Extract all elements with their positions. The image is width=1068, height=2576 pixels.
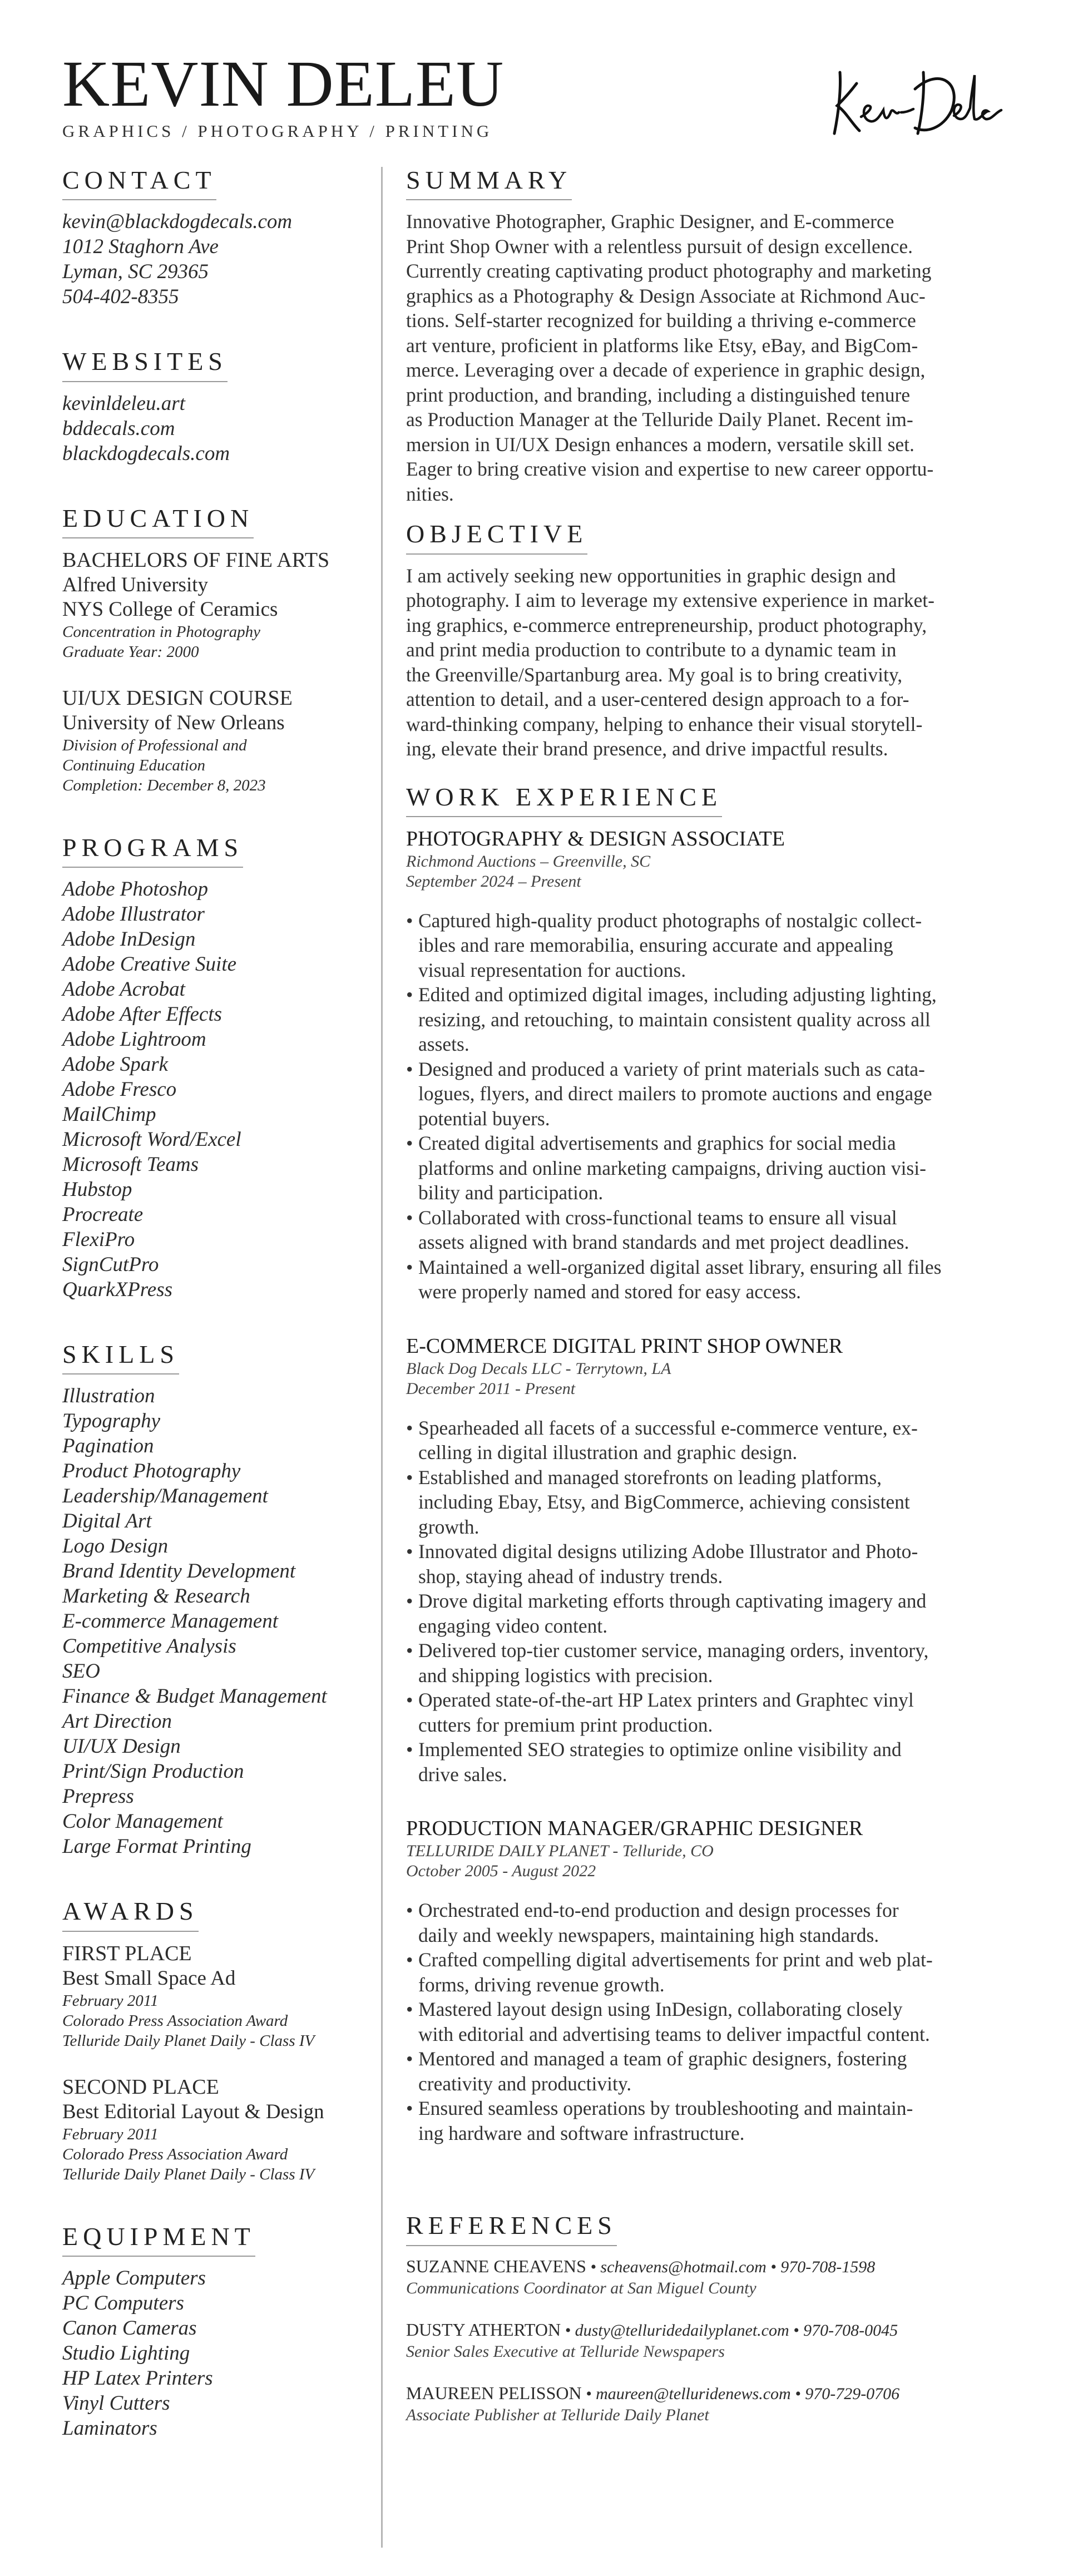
- separator-dot: •: [581, 2384, 596, 2403]
- skills-list: [62, 1383, 374, 1859]
- bullet-line: daily and weekly newspapers, maintaining high standards.: [418, 1924, 879, 1946]
- equipment-item: PC Computers: [62, 2292, 184, 2315]
- program-item: Adobe Photoshop: [62, 878, 209, 901]
- job-bullet: [406, 1255, 1007, 1304]
- skills-heading: SKILLS: [62, 1341, 179, 1374]
- program-item: Procreate: [62, 1203, 144, 1227]
- bullet-line: celling in digital illustration and graphic design.: [418, 1441, 798, 1464]
- job-bullet: [406, 1947, 1007, 1997]
- program-item: Adobe After Effects: [62, 1003, 222, 1026]
- job-bullet: [406, 2046, 1007, 2096]
- bullet-line: • Drove digital marketing efforts through captivating imagery and: [418, 1590, 927, 1613]
- program-item: FlexiPro: [62, 1228, 135, 1252]
- skill-item: Brand Identity Development: [62, 1560, 296, 1583]
- bullet-line: forms, driving revenue growth.: [418, 1973, 665, 1996]
- summary-line: tions. Self-starter recognized for building a thriving e-commerce: [406, 309, 916, 332]
- job-bullet: [406, 1205, 1007, 1255]
- summary-text: [406, 209, 1007, 506]
- job-bullet: [406, 1688, 1007, 1737]
- reference-entry: [406, 2382, 1007, 2425]
- award-name: Best Small Space Ad: [62, 1966, 236, 1990]
- summary-line: graphics as a Photography & Design Associate at Richmond Auc-: [406, 284, 926, 307]
- skill-item: Typography: [62, 1410, 161, 1433]
- job-bullet: [406, 982, 1007, 1057]
- equipment-item: Vinyl Cutters: [62, 2392, 170, 2415]
- program-item: Microsoft Word/Excel: [62, 1128, 241, 1151]
- job-bullet: [406, 1131, 1007, 1205]
- reference-email[interactable]: maureen@telluridenews.com: [596, 2384, 791, 2403]
- skill-item: Print/Sign Production: [62, 1760, 244, 1783]
- contact-section: [62, 167, 374, 309]
- job-bullet: [406, 1465, 1007, 1540]
- bullet-line: • Maintained a well-organized digital asset library, ensuring all files: [418, 1255, 942, 1278]
- skill-item: Pagination: [62, 1435, 154, 1458]
- reference-name: MAUREEN PELISSON: [406, 2382, 582, 2403]
- reference-name: SUZANNE CHEAVENS: [406, 2256, 586, 2276]
- award-org: Colorado Press Association Award: [62, 2145, 288, 2163]
- job-bullet: [406, 1737, 1007, 1787]
- email-link[interactable]: kevin@blackdogdecals.com: [62, 210, 293, 234]
- program-item: SignCutPro: [62, 1253, 159, 1277]
- reference-phone: 970-729-0706: [805, 2384, 900, 2403]
- bullet-line: • Spearheaded all facets of a successful e-commerce venture, ex-: [418, 1416, 918, 1439]
- objective-line: attention to detail, and a user-centered design approach to a for-: [406, 688, 909, 711]
- website-link[interactable]: bddecals.com: [62, 417, 175, 440]
- program-item: Adobe Fresco: [62, 1078, 177, 1101]
- bullet-line: cutters for premium print production.: [418, 1713, 713, 1736]
- bullet-line: • Implemented SEO strategies to optimize online visibility and: [418, 1738, 902, 1761]
- bullet-line: • Mastered layout design using InDesign, collaborating closely: [418, 1998, 903, 2021]
- bullet-line: • Orchestrated end-to-end production and design processes for: [418, 1899, 899, 1922]
- job-bullet: [406, 1898, 1007, 1947]
- separator-dot: •: [790, 2384, 805, 2403]
- summary-line: art venture, proficient in platforms like Etsy, eBay, and BigCom-: [406, 334, 918, 357]
- education-detail: Completion: December 8, 2023: [62, 776, 266, 794]
- equipment-item: Studio Lighting: [62, 2342, 190, 2365]
- education-entry: [62, 685, 374, 795]
- bullet-line: bility and participation.: [418, 1181, 604, 1204]
- bullet-line: • Edited and optimized digital images, including adjusting lighting,: [418, 983, 937, 1006]
- degree-title: BACHELORS OF FINE ARTS: [62, 548, 330, 572]
- bullet-line: drive sales.: [418, 1763, 507, 1786]
- objective-line: ing graphics, e-commerce entrepreneurship, product photography,: [406, 614, 927, 636]
- city-address: Lyman, SC 29365: [62, 260, 209, 284]
- job-company: Black Dog Decals LLC - Terrytown, LA: [406, 1359, 671, 1378]
- skill-item: Illustration: [62, 1385, 155, 1408]
- bullet-line: • Captured high-quality product photographs of nostalgic collect-: [418, 909, 922, 932]
- equipment-item: HP Latex Printers: [62, 2367, 213, 2390]
- award-date: February 2011: [62, 2125, 159, 2143]
- tagline: GRAPHICS / PHOTOGRAPHY / PRINTING: [62, 121, 493, 141]
- bullet-line: logues, flyers, and direct mailers to promote auctions and engage: [418, 1082, 932, 1105]
- reference-role: Senior Sales Executive at Telluride Newspapers: [406, 2342, 725, 2361]
- summary-line: as Production Manager at the Telluride Daily Planet. Recent im-: [406, 408, 913, 431]
- skill-item: Leadership/Management: [62, 1485, 268, 1508]
- job-bullet: [406, 1057, 1007, 1131]
- skill-item: Product Photography: [62, 1460, 241, 1483]
- job-title: E-COMMERCE DIGITAL PRINT SHOP OWNER: [406, 1334, 843, 1358]
- bullet-line: potential buyers.: [418, 1107, 550, 1130]
- street-address: 1012 Staghorn Ave: [62, 235, 219, 259]
- skill-item: Prepress: [62, 1785, 134, 1808]
- education-detail: Graduate Year: 2000: [62, 642, 199, 661]
- bullet-line: resizing, and retouching, to maintain consistent quality across all: [418, 1008, 931, 1031]
- skill-item: SEO: [62, 1660, 100, 1683]
- summary-section: [406, 167, 1007, 506]
- bullet-line: visual representation for auctions.: [418, 958, 686, 981]
- program-item: Adobe InDesign: [62, 928, 196, 951]
- skills-section: [62, 1341, 374, 1859]
- skill-item: Digital Art: [62, 1510, 152, 1533]
- jobs-list: [406, 826, 1007, 2146]
- summary-line: merce. Leveraging over a decade of experience in graphic design,: [406, 359, 926, 382]
- job-bullet: [406, 1589, 1007, 1638]
- education-detail: Continuing Education: [62, 756, 205, 774]
- resume-header: [62, 47, 505, 141]
- awards-heading: AWARDS: [62, 1898, 199, 1931]
- programs-list: [62, 877, 374, 1302]
- job-dates: September 2024 – Present: [406, 872, 581, 891]
- bullet-line: • Innovated digital designs utilizing Adobe Illustrator and Photo-: [418, 1540, 918, 1563]
- website-link[interactable]: kevinldeleu.art: [62, 392, 185, 415]
- separator-dot: •: [766, 2257, 781, 2276]
- bullet-line: ing hardware and software infrastructure.: [418, 2122, 745, 2144]
- award-entry: [62, 2074, 374, 2184]
- bullet-line: ibles and rare memorabilia, ensuring accurate and appealing: [418, 934, 893, 957]
- program-item: Adobe Acrobat: [62, 978, 185, 1001]
- reference-contact-line: [406, 2382, 1007, 2405]
- job-title: PHOTOGRAPHY & DESIGN ASSOCIATE: [406, 827, 785, 851]
- award-name: Best Editorial Layout & Design: [62, 2100, 324, 2123]
- programs-heading: PROGRAMS: [62, 834, 243, 868]
- work-experience-heading: WORK EXPERIENCE: [406, 784, 722, 817]
- phone-number: 504-402-8355: [62, 285, 179, 309]
- summary-line: nities.: [406, 482, 454, 505]
- reference-name: DUSTY ATHERTON: [406, 2319, 561, 2340]
- objective-line: photography. I aim to leverage my extensive experience in market-: [406, 589, 934, 612]
- bullet-line: with editorial and advertising teams to deliver impactful content.: [418, 2023, 930, 2045]
- reference-email[interactable]: dusty@telluridedailyplanet.com: [575, 2321, 789, 2340]
- program-item: Adobe Creative Suite: [62, 953, 237, 976]
- job-bullet: [406, 2096, 1007, 2145]
- separator-dot: •: [561, 2321, 575, 2340]
- job-bullets: [406, 1416, 1007, 1787]
- program-item: Microsoft Teams: [62, 1153, 199, 1176]
- reference-contact-line: [406, 2318, 1007, 2342]
- skill-item: E-commerce Management: [62, 1610, 278, 1633]
- reference-email[interactable]: scheavens@hotmail.com: [600, 2257, 767, 2276]
- summary-heading: SUMMARY: [406, 167, 572, 200]
- name-heading: KEVIN DELEU: [62, 47, 505, 120]
- degree-title: UI/UX DESIGN COURSE: [62, 686, 293, 710]
- summary-line: Innovative Photographer, Graphic Designer, and E-commerce: [406, 210, 894, 233]
- bullet-line: • Operated state-of-the-art HP Latex printers and Graphtec vinyl: [418, 1689, 914, 1712]
- objective-line: the Greenville/Spartanburg area. My goal is to bring creativity,: [406, 663, 903, 686]
- awards-section: [62, 1898, 374, 2184]
- websites-section: [62, 348, 374, 466]
- bullet-line: • Ensured seamless operations by troubleshooting and maintain-: [418, 2097, 913, 2120]
- education-heading: EDUCATION: [62, 505, 254, 538]
- summary-line: Print Shop Owner with a relentless pursuit of design excellence.: [406, 235, 913, 258]
- education-entry: [62, 547, 374, 662]
- program-item: Adobe Lightroom: [62, 1028, 206, 1051]
- work-experience-section: [406, 784, 1007, 2146]
- bullet-line: shop, staying ahead of industry trends.: [418, 1565, 723, 1588]
- references-section: [406, 2212, 1007, 2425]
- bullet-line: • Established and managed storefronts on leading platforms,: [418, 1466, 882, 1489]
- signature-image: [818, 50, 1007, 150]
- left-column: [62, 167, 374, 2480]
- objective-line: I am actively seeking new opportunities in graphic design and: [406, 564, 896, 587]
- education-section: [62, 505, 374, 795]
- award-place: SECOND PLACE: [62, 2075, 219, 2099]
- right-column: [406, 167, 1007, 2445]
- bullet-line: and shipping logistics with precision.: [418, 1664, 713, 1687]
- references-list: [406, 2255, 1007, 2425]
- bullet-line: were properly named and stored for easy access.: [418, 1280, 802, 1303]
- summary-line: print production, and branding, including a distinguished tenure: [406, 383, 911, 406]
- job-entry: [406, 826, 1007, 1304]
- skill-item: Competitive Analysis: [62, 1635, 236, 1658]
- equipment-item: Canon Cameras: [62, 2317, 197, 2340]
- bullet-line: platforms and online marketing campaigns, driving auction visi-: [418, 1156, 926, 1179]
- separator-dot: •: [586, 2257, 601, 2276]
- separator-dot: •: [789, 2321, 804, 2340]
- award-date: February 2011: [62, 1991, 159, 2010]
- reference-role: Associate Publisher at Telluride Daily Planet: [406, 2405, 709, 2424]
- school-name: University of New Orleans: [62, 711, 285, 734]
- objective-text: [406, 563, 1007, 762]
- objective-line: ward-thinking company, helping to enhance their visual storytell-: [406, 713, 923, 735]
- job-title: PRODUCTION MANAGER/GRAPHIC DESIGNER: [406, 1817, 863, 1841]
- program-item: Adobe Illustrator: [62, 903, 205, 926]
- reference-entry: [406, 2318, 1007, 2362]
- equipment-item: Apple Computers: [62, 2267, 206, 2290]
- education-detail: Concentration in Photography: [62, 622, 261, 641]
- job-dates: October 2005 - August 2022: [406, 1862, 596, 1881]
- objective-line: ing, elevate their brand presence, and drive impactful results.: [406, 738, 888, 760]
- award-org: Colorado Press Association Award: [62, 2011, 288, 2030]
- program-item: Hubstop: [62, 1178, 132, 1202]
- reference-role: Communications Coordinator at San Miguel County: [406, 2278, 756, 2297]
- summary-line: mersion in UI/UX Design enhances a modern, versatile skill set.: [406, 433, 914, 456]
- bullet-line: • Mentored and managed a team of graphic designers, fostering: [418, 2048, 907, 2070]
- equipment-section: [62, 2223, 374, 2441]
- websites-heading: WEBSITES: [62, 348, 228, 382]
- column-divider: [381, 167, 383, 2548]
- skill-item: Finance & Budget Management: [62, 1685, 327, 1708]
- bullet-line: • Created digital advertisements and graphics for social media: [418, 1132, 896, 1155]
- award-category: Telluride Daily Planet Daily - Class IV: [62, 2031, 315, 2050]
- program-item: QuarkXPress: [62, 1278, 172, 1302]
- equipment-list: [62, 2266, 374, 2441]
- skill-item: Color Management: [62, 1810, 223, 1833]
- reference-entry: [406, 2255, 1007, 2298]
- education-detail: Division of Professional and: [62, 736, 247, 754]
- skill-item: UI/UX Design: [62, 1735, 181, 1758]
- job-dates: December 2011 - Present: [406, 1379, 576, 1398]
- job-bullet: [406, 1638, 1007, 1688]
- equipment-heading: EQUIPMENT: [62, 2223, 255, 2257]
- college-name: NYS College of Ceramics: [62, 597, 278, 621]
- skill-item: Marketing & Research: [62, 1585, 250, 1608]
- contact-heading: CONTACT: [62, 167, 216, 200]
- job-bullet: [406, 908, 1007, 983]
- award-place: FIRST PLACE: [62, 1941, 192, 1965]
- job-bullets: [406, 1898, 1007, 2145]
- bullet-line: creativity and productivity.: [418, 2072, 632, 2095]
- objective-section: [406, 521, 1007, 761]
- objective-line: and print media production to contribute to a dynamic team in: [406, 639, 897, 661]
- bullet-line: • Crafted compelling digital advertisements for print and web plat-: [418, 1949, 933, 1971]
- award-category: Telluride Daily Planet Daily - Class IV: [62, 2165, 315, 2183]
- bullet-line: assets aligned with brand standards and met project deadlines.: [418, 1231, 909, 1254]
- bullet-line: • Delivered top-tier customer service, managing orders, inventory,: [418, 1639, 929, 1662]
- skill-item: Art Direction: [62, 1710, 172, 1733]
- job-company: Richmond Auctions – Greenville, SC: [406, 852, 651, 871]
- program-item: MailChimp: [62, 1103, 156, 1126]
- reference-phone: 970-708-1598: [780, 2257, 876, 2276]
- bullet-line: including Ebay, Etsy, and BigCommerce, achieving consistent: [418, 1491, 910, 1514]
- summary-line: Eager to bring creative vision and expertise to new career opportu-: [406, 458, 934, 481]
- award-entry: [62, 1941, 374, 2051]
- job-bullets: [406, 908, 1007, 1304]
- skill-item: Logo Design: [62, 1535, 169, 1558]
- reference-phone: 970-708-0045: [803, 2321, 898, 2340]
- reference-contact-line: [406, 2255, 1007, 2278]
- references-heading: REFERENCES: [406, 2212, 617, 2246]
- program-item: Adobe Spark: [62, 1053, 169, 1076]
- job-company: TELLURIDE DAILY PLANET - Telluride, CO: [406, 1842, 714, 1861]
- bullet-line: assets.: [418, 1033, 469, 1056]
- bullet-line: engaging video content.: [418, 1614, 608, 1637]
- programs-section: [62, 834, 374, 1302]
- job-bullet: [406, 1539, 1007, 1589]
- bullet-line: • Collaborated with cross-functional teams to ensure all visual: [418, 1206, 897, 1229]
- bullet-line: growth.: [418, 1515, 479, 1538]
- job-bullet: [406, 1416, 1007, 1465]
- equipment-item: Laminators: [62, 2417, 157, 2440]
- job-entry: [406, 1333, 1007, 1787]
- job-bullet: [406, 1997, 1007, 2046]
- bullet-line: • Designed and produced a variety of print materials such as cata-: [418, 1057, 925, 1080]
- job-entry: [406, 1816, 1007, 2145]
- skill-item: Large Format Printing: [62, 1835, 251, 1858]
- objective-heading: OBJECTIVE: [406, 521, 587, 554]
- school-name: Alfred University: [62, 573, 209, 596]
- summary-line: Currently creating captivating product photography and marketing: [406, 260, 932, 283]
- website-link[interactable]: blackdogdecals.com: [62, 442, 230, 465]
